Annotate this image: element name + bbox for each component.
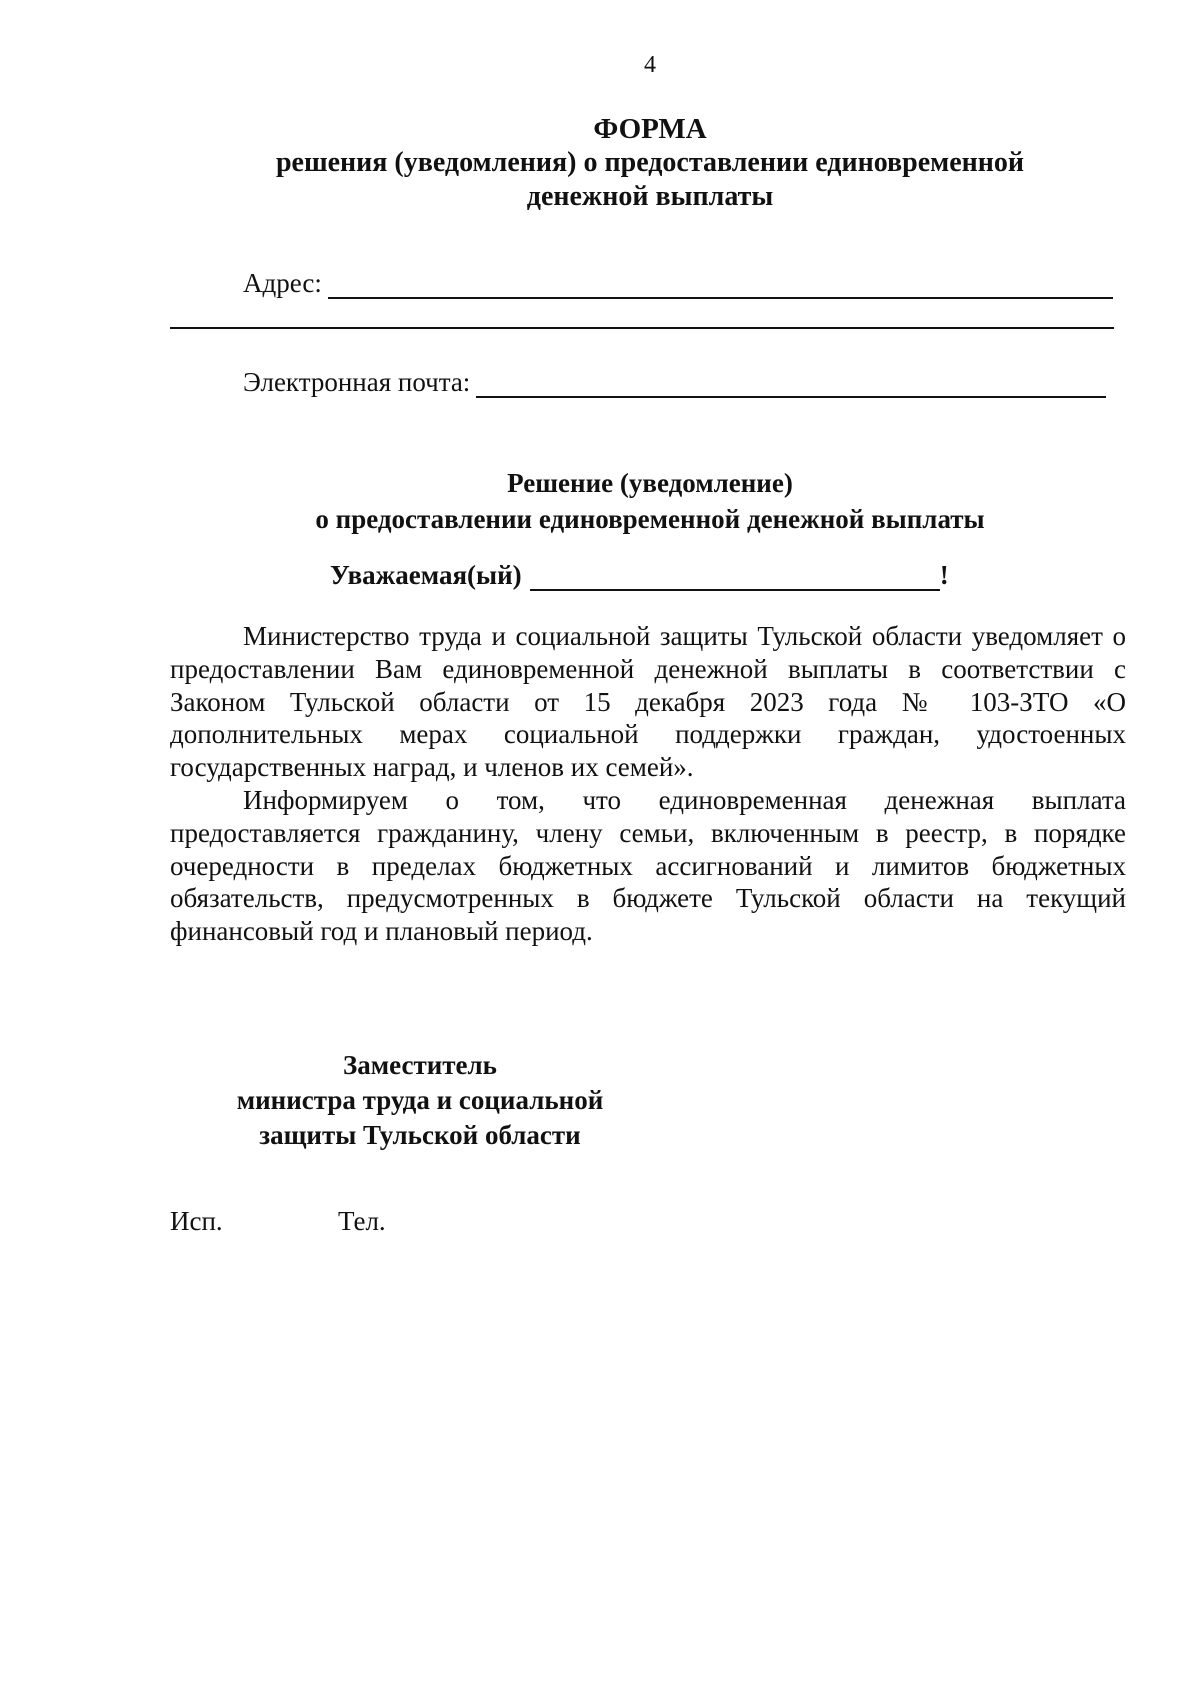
- address-field: [243, 268, 1113, 299]
- footer-phone: Тел.: [338, 1206, 386, 1236]
- form-title-line1: ФОРМА: [593, 113, 707, 145]
- signature-line2: министра труда и социальной: [236, 1085, 604, 1115]
- page-number: 4: [644, 52, 656, 78]
- address-blank-line: [328, 269, 1113, 299]
- greeting-label: Уважаемая(ый): [330, 560, 522, 590]
- body-paragraph-2: Информируем о том, что единовременная денежная выплата предоставляется гражданину, члену семьи, включенным в реестр, в порядке очередности в пределах бюджетных ассигнований и лимитов бюджетных обязательств, предусмотренных в бюджете Тульской области на текущий финансовый год и плановый период.: [170, 784, 1126, 947]
- signature-line3: защиты Тульской области: [259, 1120, 581, 1150]
- address-label: Адрес:: [243, 268, 322, 298]
- email-blank-line: [476, 368, 1106, 398]
- email-field: [243, 367, 1106, 398]
- greeting-name-blank: [530, 561, 940, 591]
- footer-executor: Исп.: [170, 1206, 223, 1236]
- form-title-line2: решения (уведомления) о предоставлении единовременной: [275, 147, 1025, 178]
- decision-title-line1: Решение (уведомление): [507, 468, 793, 498]
- signature-line1: Заместитель: [343, 1050, 497, 1080]
- body-text: [170, 620, 1126, 948]
- form-title: [170, 112, 1130, 214]
- address-blank-line-2: [170, 327, 1114, 329]
- greeting-exclamation: !: [939, 560, 949, 590]
- form-title-line3: денежной выплаты: [526, 181, 774, 212]
- greeting: [330, 560, 949, 591]
- email-label: Электронная почта:: [243, 367, 471, 397]
- signature-block: [200, 1048, 640, 1153]
- decision-title-line2: о предоставлении единовременной денежной выплаты: [315, 504, 985, 534]
- decision-title: [170, 465, 1130, 537]
- body-paragraph-1: Министерство труда и социальной защиты Тульской области уведомляет о предоставлении Вам единовременной денежной выплаты в соответствии с Законом Тульской области от 15 декабря 2023 года № 103-ЗТО «О дополнительных мерах социальной поддержки граждан, удостоенных государственных наград, и членов их семей».: [170, 621, 1126, 783]
